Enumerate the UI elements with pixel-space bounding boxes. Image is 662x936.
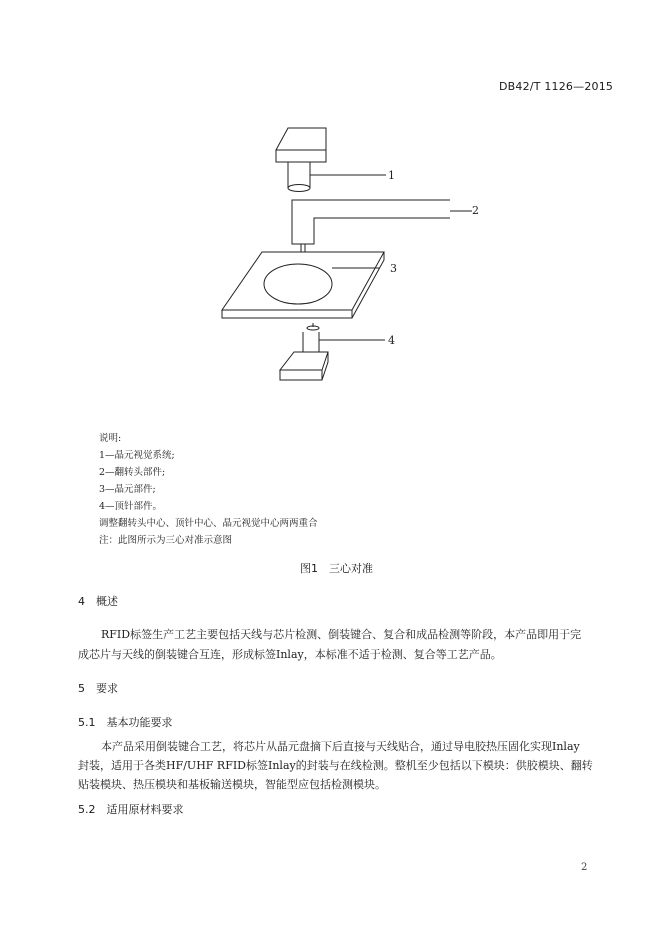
section-5-2-heading: 5.2 适用原材料要求 <box>78 803 184 816</box>
legend-item-2: 2—翻转头部件; <box>99 467 166 478</box>
figure-caption: 图1 三心对准 <box>300 562 373 575</box>
legend-note-schematic: 注：此图所示为三心对准示意图 <box>99 535 233 546</box>
three-center-alignment-figure <box>200 118 450 388</box>
wafer-vision-system <box>276 128 326 192</box>
wafer-part <box>222 252 384 318</box>
page-number: 2 <box>581 862 588 873</box>
section-5-1-line-2: 封装，适用于各类HF/UHF RFID标签Inlay的封装与在线检测。整机至少包括以下模块：供胶模块、翻转 <box>78 759 593 772</box>
figure-label-4: 4 <box>388 334 395 347</box>
section-5-1-line-1: 本产品采用倒装键合工艺，将芯片从晶元盘摘下后直接与天线贴合，通过导电胶热压固化实现Inlay <box>101 740 580 753</box>
section-4-line-2: 成芯片与天线的倒装键合互连，形成标签Inlay，本标准不适于检测、复合等工艺产品。 <box>78 648 502 661</box>
section-4-line-1: RFID标签生产工艺主要包括天线与芯片检测、倒装键合、复合和成品检测等阶段，本产品即用于完 <box>101 628 582 641</box>
section-4-heading: 4 概述 <box>78 595 118 608</box>
section-5-1-line-3: 贴装模块、热压模块和基板输送模块，智能型应包括检测模块。 <box>78 778 386 791</box>
legend-item-1: 1—晶元视觉系统; <box>99 450 175 461</box>
section-5-heading: 5 要求 <box>78 682 118 695</box>
figure-label-1: 1 <box>388 169 395 182</box>
figure-label-2: 2 <box>472 204 479 217</box>
alignment-diagram <box>200 118 450 388</box>
figure-label-3: 3 <box>390 262 397 275</box>
section-5-1-heading: 5.1 基本功能要求 <box>78 716 173 729</box>
legend-title: 说明: <box>99 433 122 444</box>
thimble-part <box>280 323 328 380</box>
leader-line-2-ext <box>450 210 472 214</box>
legend-note-alignment: 调整翻转头中心、顶针中心、晶元视觉中心两两重合 <box>99 518 318 529</box>
legend-item-4: 4—顶针部件。 <box>99 501 163 512</box>
legend-item-3: 3—晶元部件; <box>99 484 156 495</box>
document-id: DB42/T 1126—2015 <box>499 80 614 93</box>
